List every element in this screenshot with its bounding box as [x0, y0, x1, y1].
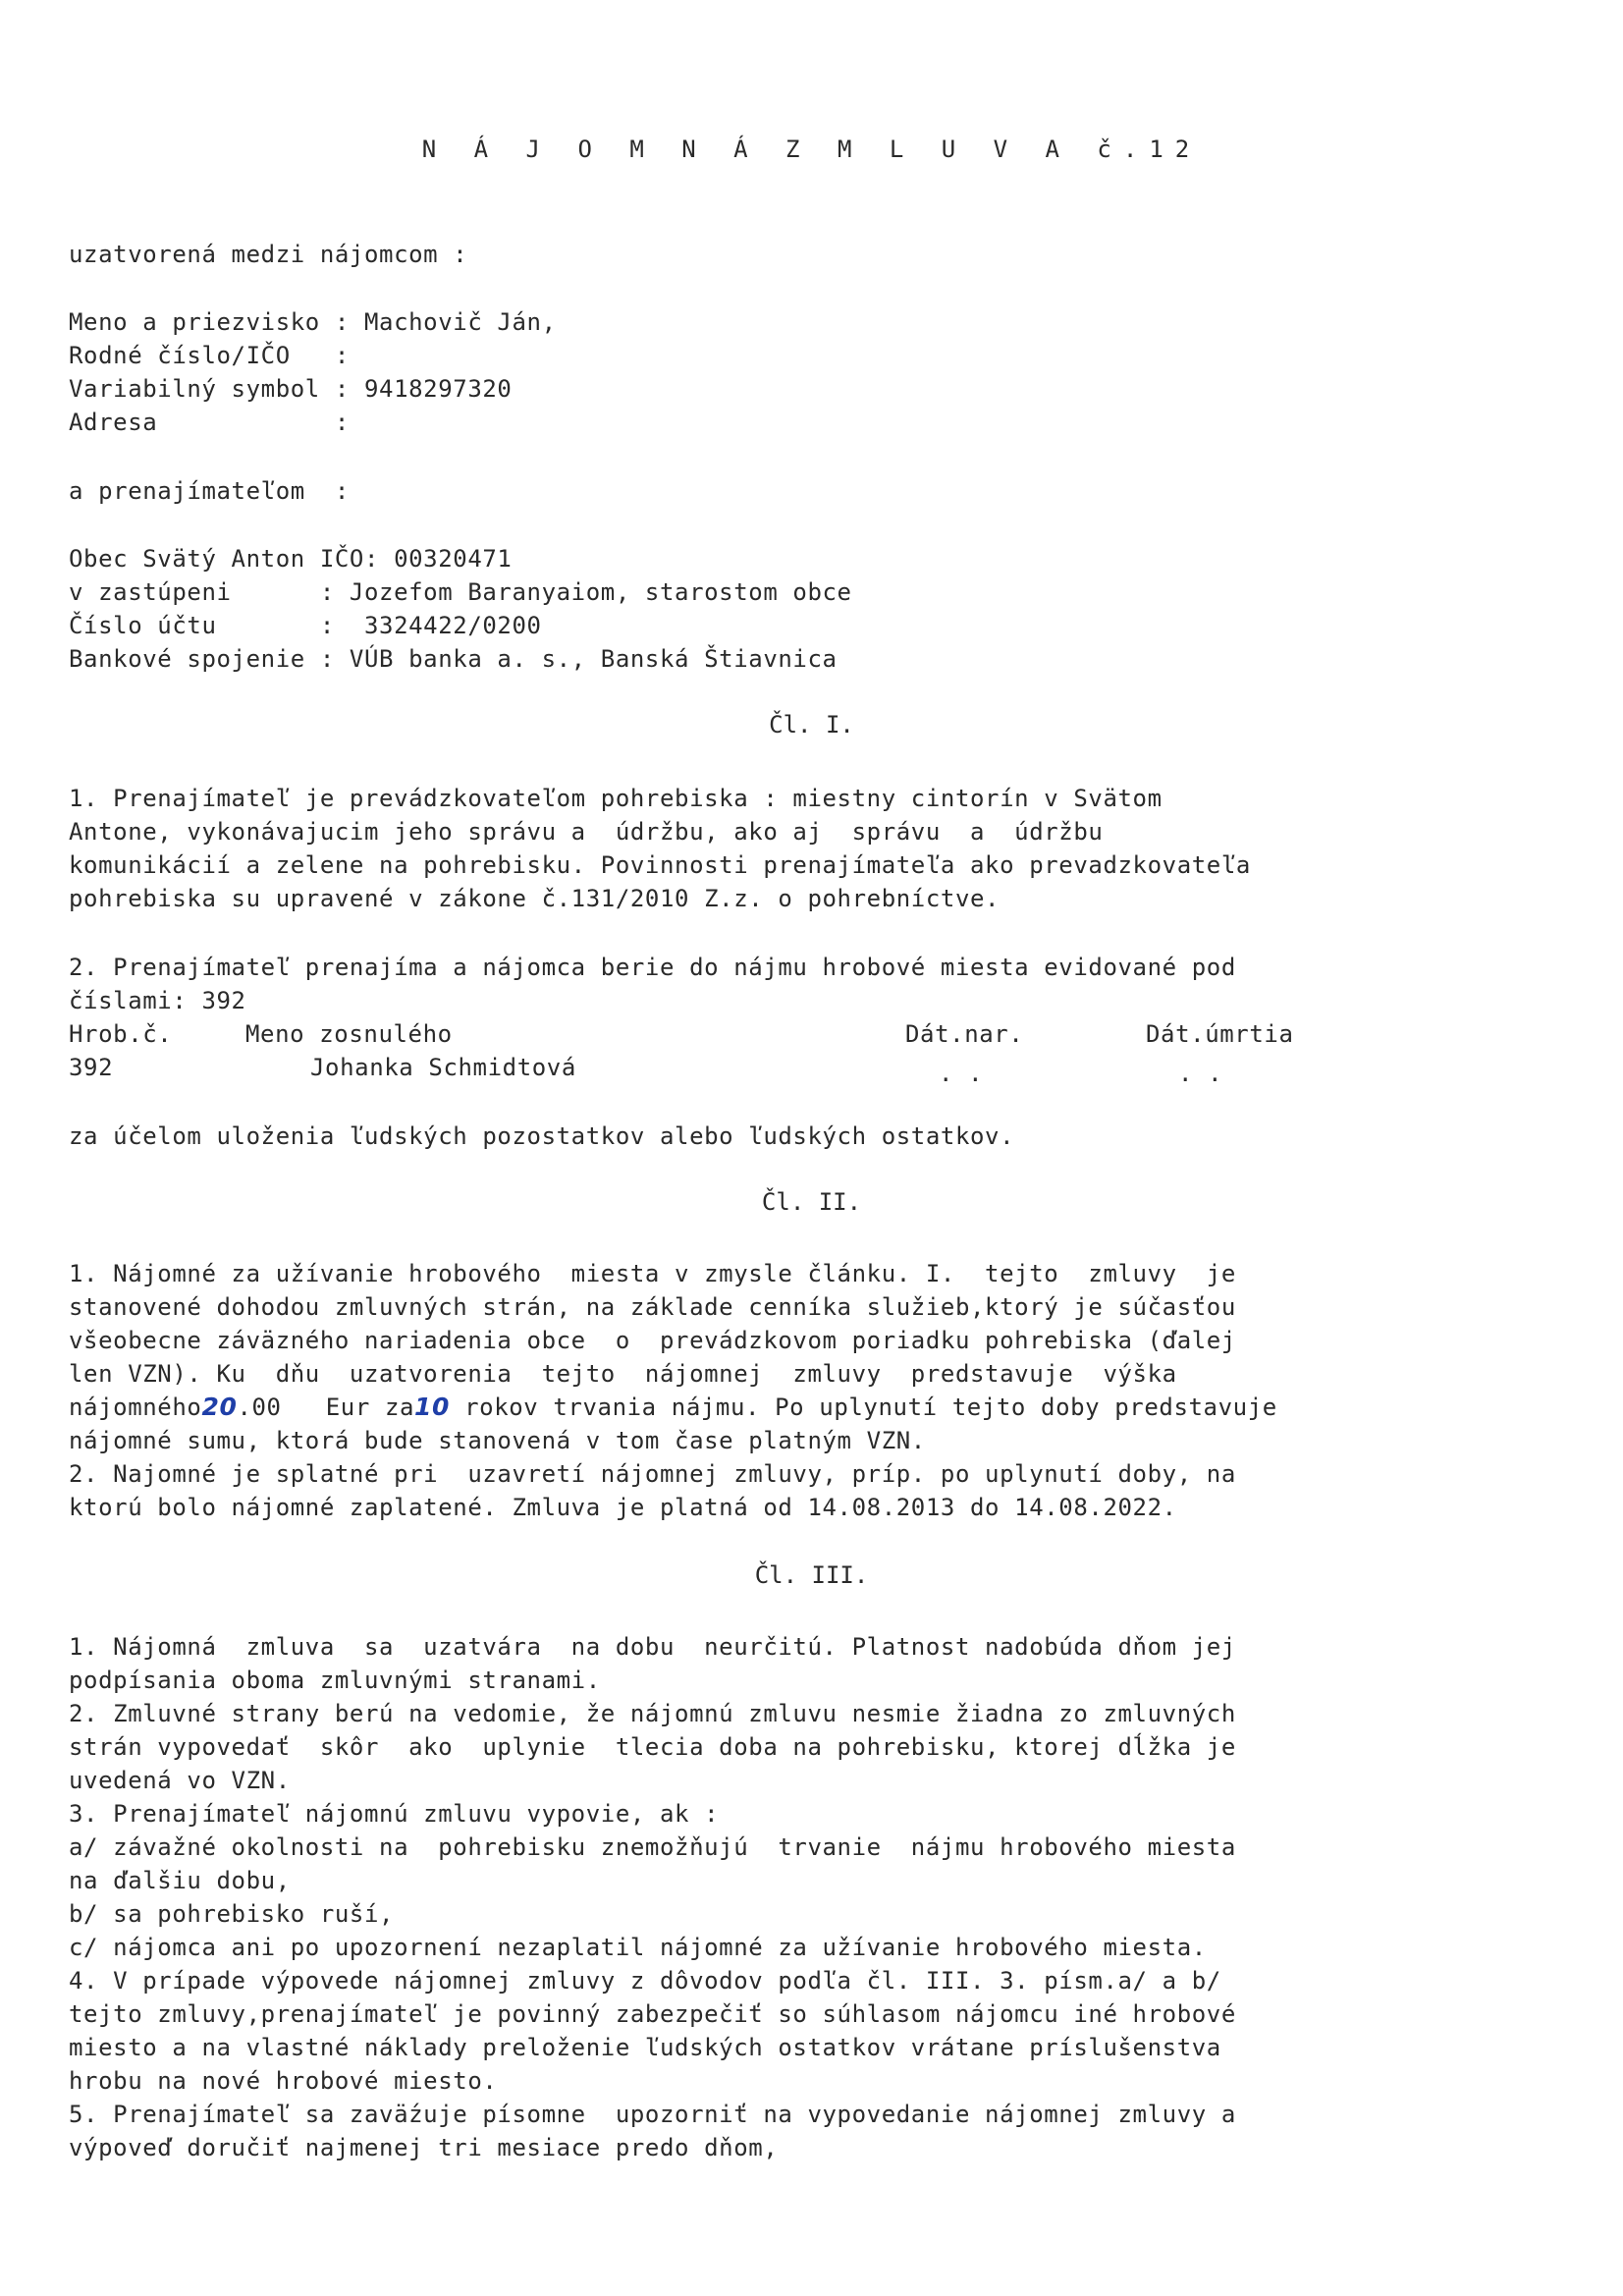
art2-line: všeobecne záväzného nariadenia obce o prevádzkovom poriadku pohrebiska (ďalej: [69, 1327, 1236, 1354]
handwritten-years: 10: [414, 1393, 451, 1421]
article-2-heading: Čl. II.: [761, 1188, 862, 1216]
art3-line: uvedená vo VZN.: [69, 1767, 291, 1794]
art3-line: výpoveď doručiť najmenej tri mesiace predo dňom,: [69, 2134, 779, 2161]
art3-line: c/ nájomca ani po upozornení nezaplatil nájomné za užívanie hrobového miesta.: [69, 1934, 1207, 1961]
art1-p1-line: Antone, vykonávajucim jeho správu a údržbu, ako aj správu a údržbu: [69, 818, 1104, 846]
document-title: N Á J O M N Á Z M L U V A č.12: [421, 136, 1202, 163]
grave-table-cell-death: . .: [1178, 1060, 1223, 1087]
art3-line: podpísania oboma zmluvnými stranami.: [69, 1667, 601, 1694]
art2-line: stanovené dohodou zmluvných strán, na základe cenníka služieb,ktorý je súčasťou: [69, 1293, 1236, 1321]
grave-table-header-birth: Dát.nar.: [905, 1020, 1024, 1048]
landlord-bank-line: Bankové spojenie : VÚB banka a. s., Banská Štiavnica: [69, 645, 838, 673]
art3-line: a/ závažné okolnosti na pohrebisku znemožňujú trvanie nájmu hrobového miesta: [69, 1833, 1236, 1861]
art3-line: 2. Zmluvné strany berú na vedomie, že nájomnú zmluvu nesmie žiadna zo zmluvných: [69, 1700, 1236, 1727]
art2-line: len VZN). Ku dňu uzatvorenia tejto nájomnej zmluvy predstavuje výška: [69, 1360, 1177, 1388]
amount-after: rokov trvania nájmu. Po uplynutí tejto doby predstavuje: [450, 1394, 1277, 1421]
tenant-name-line: Meno a priezvisko : Machovič Ján,: [69, 308, 557, 336]
amount-rest: .00 Eur za: [237, 1394, 415, 1421]
landlord-obec-line: Obec Svätý Anton IČO: 00320471: [69, 545, 513, 573]
art1-p1-line: 1. Prenajímateľ je prevádzkovateľom pohrebiska : miestny cintorín v Svätom: [69, 785, 1163, 812]
art3-line: 1. Nájomná zmluva sa uzatvára na dobu neurčitú. Platnost nadobúda dňom jej: [69, 1633, 1236, 1661]
landlord-account-line: Číslo účtu : 3324422/0200: [69, 612, 542, 639]
art1-purpose-line: za účelom uloženia ľudských pozostatkov alebo ľudských ostatkov.: [69, 1122, 1015, 1150]
art1-p1-line: komunikácií a zelene na pohrebisku. Povinnosti prenajímateľa ako prevadzkovateľa: [69, 851, 1251, 879]
grave-table-cell-birth: . .: [939, 1060, 984, 1087]
tenant-vs-line: Variabilný symbol : 9418297320: [69, 375, 513, 403]
article-1-heading: Čl. I.: [769, 711, 854, 738]
art3-line: 5. Prenajímateľ sa zavä́zuje písomne upozorniť na vypovedanie nájomnej zmluvy a: [69, 2101, 1236, 2128]
art3-line: hrobu na nové hrobové miesto.: [69, 2067, 498, 2095]
art3-line: strán vypovedať skôr ako uplynie tlecia doba na pohrebisku, ktorej dĺžka je: [69, 1733, 1236, 1761]
handwritten-amount: 20: [201, 1393, 238, 1421]
grave-table-cell-deceased: Johanka Schmidtová: [310, 1054, 576, 1081]
art2-amount-line: [69, 1391, 1277, 1424]
intro-line: uzatvorená medzi nájomcom :: [69, 241, 468, 268]
art1-p2-line: číslami: 392: [69, 987, 246, 1014]
tenant-id-line: Rodné číslo/IČO :: [69, 342, 350, 369]
grave-table-cell-grave-no: 392: [69, 1054, 114, 1081]
grave-table-header-grave-no: Hrob.č.: [69, 1020, 173, 1048]
tenant-address-line: Adresa :: [69, 409, 350, 436]
art1-p2-line: 2. Prenajímateľ prenajíma a nájomca berie do nájmu hrobové miesta evidované pod: [69, 954, 1236, 981]
grave-table-header-deceased: Meno zosnulého: [245, 1020, 453, 1048]
grave-table-header-death: Dát.úmrtia: [1146, 1020, 1294, 1048]
art1-p1-line: pohrebiska su upravené v zákone č.131/2010 Z.z. o pohrebníctve.: [69, 885, 1001, 912]
art3-line: miesto a na vlastné náklady preloženie ľudských ostatkov vrátane príslušenstva: [69, 2034, 1221, 2061]
art2-line: 2. Najomné je splatné pri uzavretí nájomnej zmluvy, príp. po uplynutí doby, na: [69, 1460, 1236, 1488]
art3-line: tejto zmluvy,prenajímateľ je povinný zabezpečiť so súhlasom nájomcu iné hrobové: [69, 2000, 1236, 2028]
amount-before: nájomného: [69, 1394, 202, 1421]
landlord-intro: a prenajímateľom :: [69, 477, 350, 505]
art3-line: 4. V prípade výpovede nájomnej zmluvy z dôvodov podľa čl. III. 3. písm.a/ a b/: [69, 1967, 1221, 1995]
landlord-rep-line: v zastúpeni : Jozefom Baranyaiom, starostom obce: [69, 578, 852, 606]
article-3-heading: Čl. III.: [754, 1561, 869, 1589]
art2-line: nájomné sumu, ktorá bude stanovená v tom čase platným VZN.: [69, 1427, 926, 1454]
art3-line: 3. Prenajímateľ nájomnú zmluvu vypovie, ak :: [69, 1800, 720, 1828]
art3-line: na ďalšiu dobu,: [69, 1867, 291, 1894]
art2-line: 1. Nájomné za užívanie hrobového miesta v zmysle článku. I. tejto zmluvy je: [69, 1260, 1236, 1287]
art2-line: ktorú bolo nájomné zaplatené. Zmluva je platná od 14.08.2013 do 14.08.2022.: [69, 1494, 1177, 1521]
art3-line: b/ sa pohrebisko ruší,: [69, 1900, 395, 1928]
